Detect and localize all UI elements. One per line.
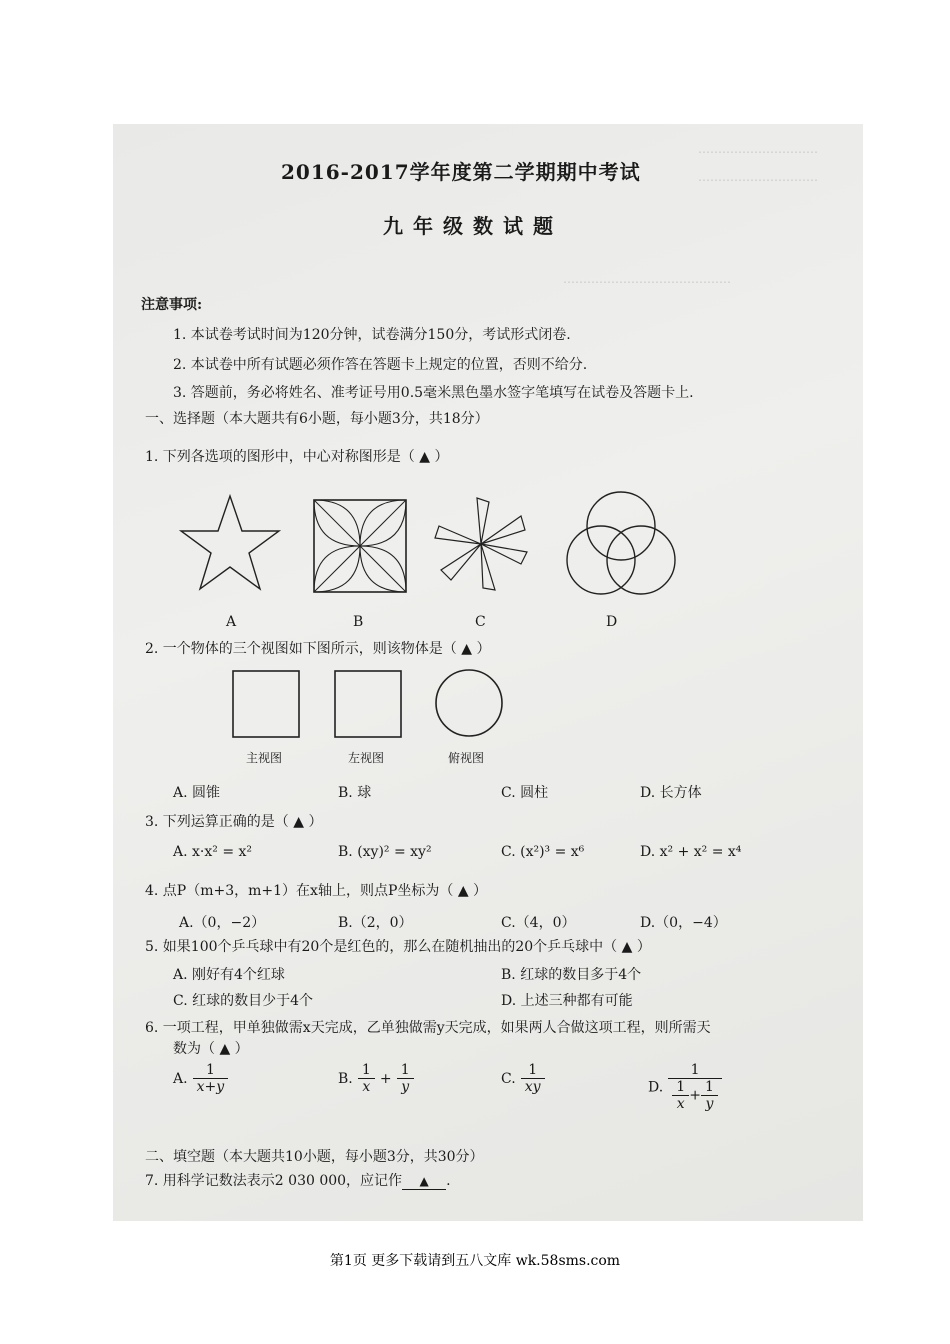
page-footer: 第1页 更多下载请到五八文库 wk.58sms.com	[329, 1253, 621, 1269]
triangle-marker: ▲	[419, 1174, 429, 1188]
square-petal-figure	[310, 496, 410, 596]
denominator: y	[401, 1079, 410, 1095]
numerator: 1	[397, 1062, 414, 1079]
option-label: C.	[501, 1071, 516, 1087]
question-7	[145, 1170, 451, 1190]
notice-item: 3. 答题前，务必将姓名、准考证号用0.5毫米黑色墨水签字笔填写在试卷及答题卡上.	[173, 385, 694, 401]
numerator: 1	[668, 1062, 722, 1079]
option: B. 红球的数目多于4个	[501, 967, 642, 983]
option: B. 球	[338, 785, 372, 801]
numerator: 1	[193, 1062, 229, 1079]
option: C.（4，0）	[501, 915, 576, 931]
question-1-stem: 1. 下列各选项的图形中，中心对称图形是（ ▲ ）	[145, 449, 449, 465]
numerator: 1	[701, 1079, 718, 1096]
option-label: D.	[648, 1079, 664, 1096]
fraction	[193, 1062, 229, 1095]
fraction	[521, 1062, 545, 1095]
three-circles-figure	[561, 486, 681, 601]
view-label: 俯视图	[448, 751, 485, 765]
question-6-stem-cont: 数为（ ▲ ）	[173, 1041, 249, 1057]
top-view-circle	[433, 667, 505, 739]
left-view-rectangle	[333, 669, 405, 741]
option: D. 上述三种都有可能	[501, 993, 633, 1009]
denominator: y	[705, 1096, 714, 1112]
numerator: 1	[358, 1062, 375, 1079]
question-5-stem: 5. 如果100个乒乓球中有20个是红色的，那么在随机抽出的20个乒乓球中（ ▲ ）	[145, 939, 651, 955]
option: C. 圆柱	[501, 785, 549, 801]
denominator	[668, 1079, 722, 1112]
bleed-through-text: ……………………………………	[563, 272, 731, 286]
option: D. 长方体	[640, 785, 702, 801]
option: A. 圆锥	[173, 785, 221, 801]
front-view-rectangle	[231, 669, 303, 741]
question-3-stem: 3. 下列运算正确的是（ ▲ ）	[145, 814, 323, 830]
question-7-stem: 7. 用科学记数法表示2 030 000，应记作	[145, 1173, 403, 1189]
star-figure	[175, 492, 285, 597]
pinwheel-figure	[431, 492, 531, 597]
scanned-exam-photo	[113, 124, 863, 1221]
notice-item: 2. 本试卷中所有试题必须作答在答题卡上规定的位置，否则不给分.	[173, 357, 588, 373]
option-label: D	[606, 614, 618, 630]
notice-heading: 注意事项:	[141, 297, 203, 313]
option: D. x² + x² = x⁴	[640, 844, 742, 860]
question-2-stem: 2. 一个物体的三个视图如下图所示，则该物体是（ ▲ ）	[145, 641, 491, 657]
option-label: A	[226, 614, 237, 630]
plus-sign: +	[379, 1071, 392, 1087]
denominator: x	[676, 1096, 685, 1112]
denominator: x	[362, 1079, 371, 1095]
plus-sign: +	[689, 1087, 701, 1104]
bleed-through-text: …………………………	[698, 170, 818, 184]
bleed-through-text: …………………………	[698, 142, 818, 156]
numerator: 1	[672, 1079, 689, 1096]
answer-blank	[402, 1173, 446, 1190]
denominator: xy	[524, 1079, 541, 1095]
option: C. 红球的数目少于4个	[173, 993, 314, 1009]
option-a	[173, 1062, 228, 1095]
numerator: 1	[521, 1062, 545, 1079]
fraction	[668, 1062, 722, 1112]
option-label: C	[475, 614, 486, 630]
option: A. x·x² = x²	[173, 844, 253, 860]
option-d	[648, 1062, 722, 1112]
option: C. (x²)³ = x⁶	[501, 844, 585, 860]
option-c	[501, 1062, 545, 1095]
option-label: B	[353, 614, 364, 630]
option: D.（0，−4）	[640, 915, 727, 931]
view-label: 左视图	[348, 751, 385, 765]
option: B. (xy)² = xy²	[338, 844, 432, 860]
period: .	[446, 1173, 451, 1189]
option-label: A.	[173, 1071, 188, 1087]
option-label: B.	[338, 1071, 353, 1087]
option: B.（2，0）	[338, 915, 413, 931]
exam-subtitle: 九年级数试题	[383, 214, 563, 238]
exam-title: 2016-2017学年度第二学期期中考试	[281, 160, 641, 184]
fraction	[358, 1062, 375, 1095]
option-b	[338, 1062, 414, 1095]
fraction	[701, 1079, 718, 1112]
denominator: x+y	[196, 1079, 225, 1095]
section2-heading: 二、填空题（本大题共10小题，每小题3分，共30分）	[145, 1149, 484, 1165]
fraction	[397, 1062, 414, 1095]
notice-item: 1. 本试卷考试时间为120分钟，试卷满分150分，考试形式闭卷.	[173, 327, 571, 343]
question-4-stem: 4. 点P（m+3，m+1）在x轴上，则点P坐标为（ ▲ ）	[145, 883, 488, 899]
section1-heading: 一、选择题（本大题共有6小题，每小题3分，共18分）	[145, 411, 489, 427]
view-label: 主视图	[246, 751, 283, 765]
question-6-stem: 6. 一项工程，甲单独做需x天完成，乙单独做需y天完成，如果两人合做这项工程，则所需天	[145, 1020, 711, 1036]
fraction	[672, 1079, 689, 1112]
option: A.（0，−2）	[179, 915, 266, 931]
option: A. 刚好有4个红球	[173, 967, 285, 983]
